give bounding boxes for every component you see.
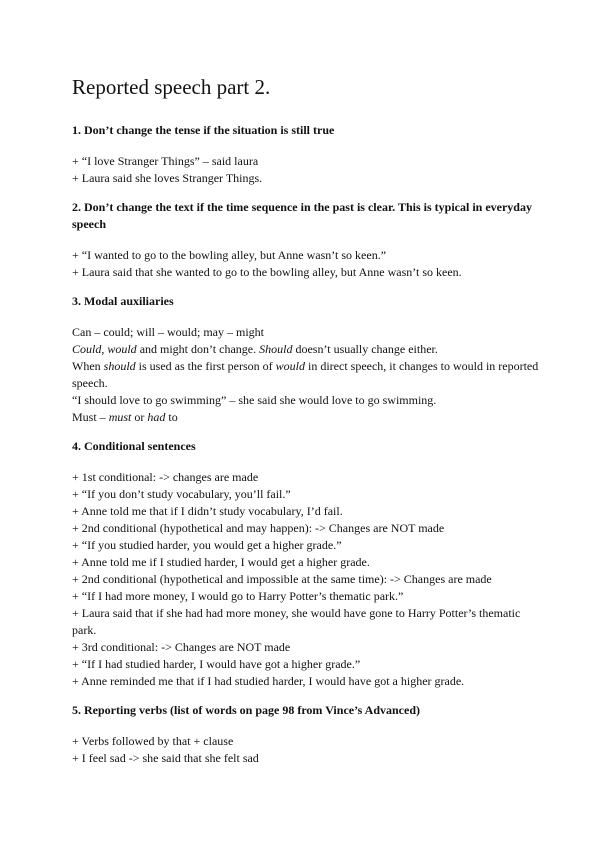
- text-run: + “If I had more money, I would go to Harry Potter’s thematic park.”: [72, 589, 404, 603]
- italic-text: would: [275, 359, 305, 373]
- text-line: [72, 341, 542, 358]
- italic-text: should: [103, 359, 136, 373]
- text-line: [72, 605, 542, 639]
- text-run: ,: [101, 342, 108, 356]
- text-line: [72, 571, 542, 588]
- text-run: + Laura said that she wanted to go to the bowling alley, but Anne wasn’t so keen.: [72, 265, 462, 279]
- text-line: [72, 247, 542, 264]
- italic-text: Could: [72, 342, 102, 356]
- text-line: [72, 170, 542, 187]
- text-run: + 2nd conditional (hypothetical and may happen): -> Changes are NOT made: [72, 521, 445, 535]
- text-run: is used as the first person of: [135, 359, 276, 373]
- text-run: Must –: [72, 410, 109, 424]
- text-run: + “I wanted to go to the bowling alley, but Anne wasn’t so keen.”: [72, 248, 387, 262]
- text-run: “I should love to go swimming” – she said she would love to go swimming.: [72, 393, 437, 407]
- italic-text: must: [108, 410, 132, 424]
- text-run: to: [165, 410, 178, 424]
- text-run: + 1st conditional: -> changes are made: [72, 470, 259, 484]
- text-line: [72, 324, 542, 341]
- document-page: [72, 74, 542, 779]
- italic-text: Should: [259, 342, 293, 356]
- text-line: [72, 264, 542, 281]
- text-run: and might don’t change.: [136, 342, 260, 356]
- section-5: [72, 702, 542, 767]
- section-2: [72, 199, 542, 281]
- text-run: + “If you don’t study vocabulary, you’ll fail.”: [72, 487, 291, 501]
- text-line: [72, 469, 542, 486]
- text-run: + 2nd conditional (hypothetical and impossible at the same time): -> Changes are made: [72, 572, 492, 586]
- section-heading: 5. Reporting verbs (list of words on page 98 from Vince’s Advanced): [72, 703, 420, 717]
- text-line: [72, 503, 542, 520]
- section-3: [72, 293, 542, 426]
- text-run: When: [72, 359, 104, 373]
- text-line: [72, 392, 542, 409]
- text-run: doesn’t usually change either.: [292, 342, 438, 356]
- section-heading: 3. Modal auxiliaries: [72, 294, 174, 308]
- text-line: [72, 537, 542, 554]
- text-run: + “If you studied harder, you would get a higher grade.”: [72, 538, 342, 552]
- text-line: [72, 673, 542, 690]
- text-run: + “I love Stranger Things” – said laura: [72, 154, 259, 168]
- page-title: Reported speech part 2.: [72, 75, 271, 99]
- section-heading: 4. Conditional sentences: [72, 439, 196, 453]
- text-run: Can – could; will – would; may – might: [72, 325, 264, 339]
- text-line: [72, 639, 542, 656]
- section-heading: 1. Don’t change the tense if the situation is still true: [72, 123, 335, 137]
- text-run: + Anne told me if I studied harder, I would get a higher grade.: [72, 555, 370, 569]
- text-run: + I feel sad -> she said that she felt sad: [72, 751, 259, 765]
- text-line: [72, 409, 542, 426]
- text-run: in direct speech, it changes to would in reported speech.: [72, 359, 539, 390]
- text-run: + Laura said she loves Stranger Things.: [72, 171, 263, 185]
- text-line: [72, 153, 542, 170]
- text-run: + Verbs followed by that + clause: [72, 734, 234, 748]
- text-run: + “If I had studied harder, I would have got a higher grade.”: [72, 657, 361, 671]
- italic-text: had: [147, 410, 166, 424]
- text-line: [72, 656, 542, 673]
- text-run: + Anne told me that if I didn’t study vocabulary, I’d fail.: [72, 504, 343, 518]
- text-line: [72, 520, 542, 537]
- text-line: [72, 733, 542, 750]
- text-run: + 3rd conditional: -> Changes are NOT made: [72, 640, 291, 654]
- text-run: + Laura said that if she had had more money, she would have gone to Harry Potter’s thematic park.: [72, 606, 521, 637]
- text-run: + Anne reminded me that if I had studied harder, I would have got a higher grade.: [72, 674, 465, 688]
- text-line: [72, 588, 542, 605]
- section-heading: 2. Don’t change the text if the time sequence in the past is clear. This is typical in everyday speech: [72, 200, 532, 231]
- text-line: [72, 486, 542, 503]
- text-line: [72, 358, 542, 392]
- document-body: [72, 122, 542, 767]
- section-4: [72, 438, 542, 690]
- text-line: [72, 750, 542, 767]
- text-line: [72, 554, 542, 571]
- section-1: [72, 122, 542, 187]
- text-run: or: [131, 410, 148, 424]
- italic-text: would: [107, 342, 137, 356]
